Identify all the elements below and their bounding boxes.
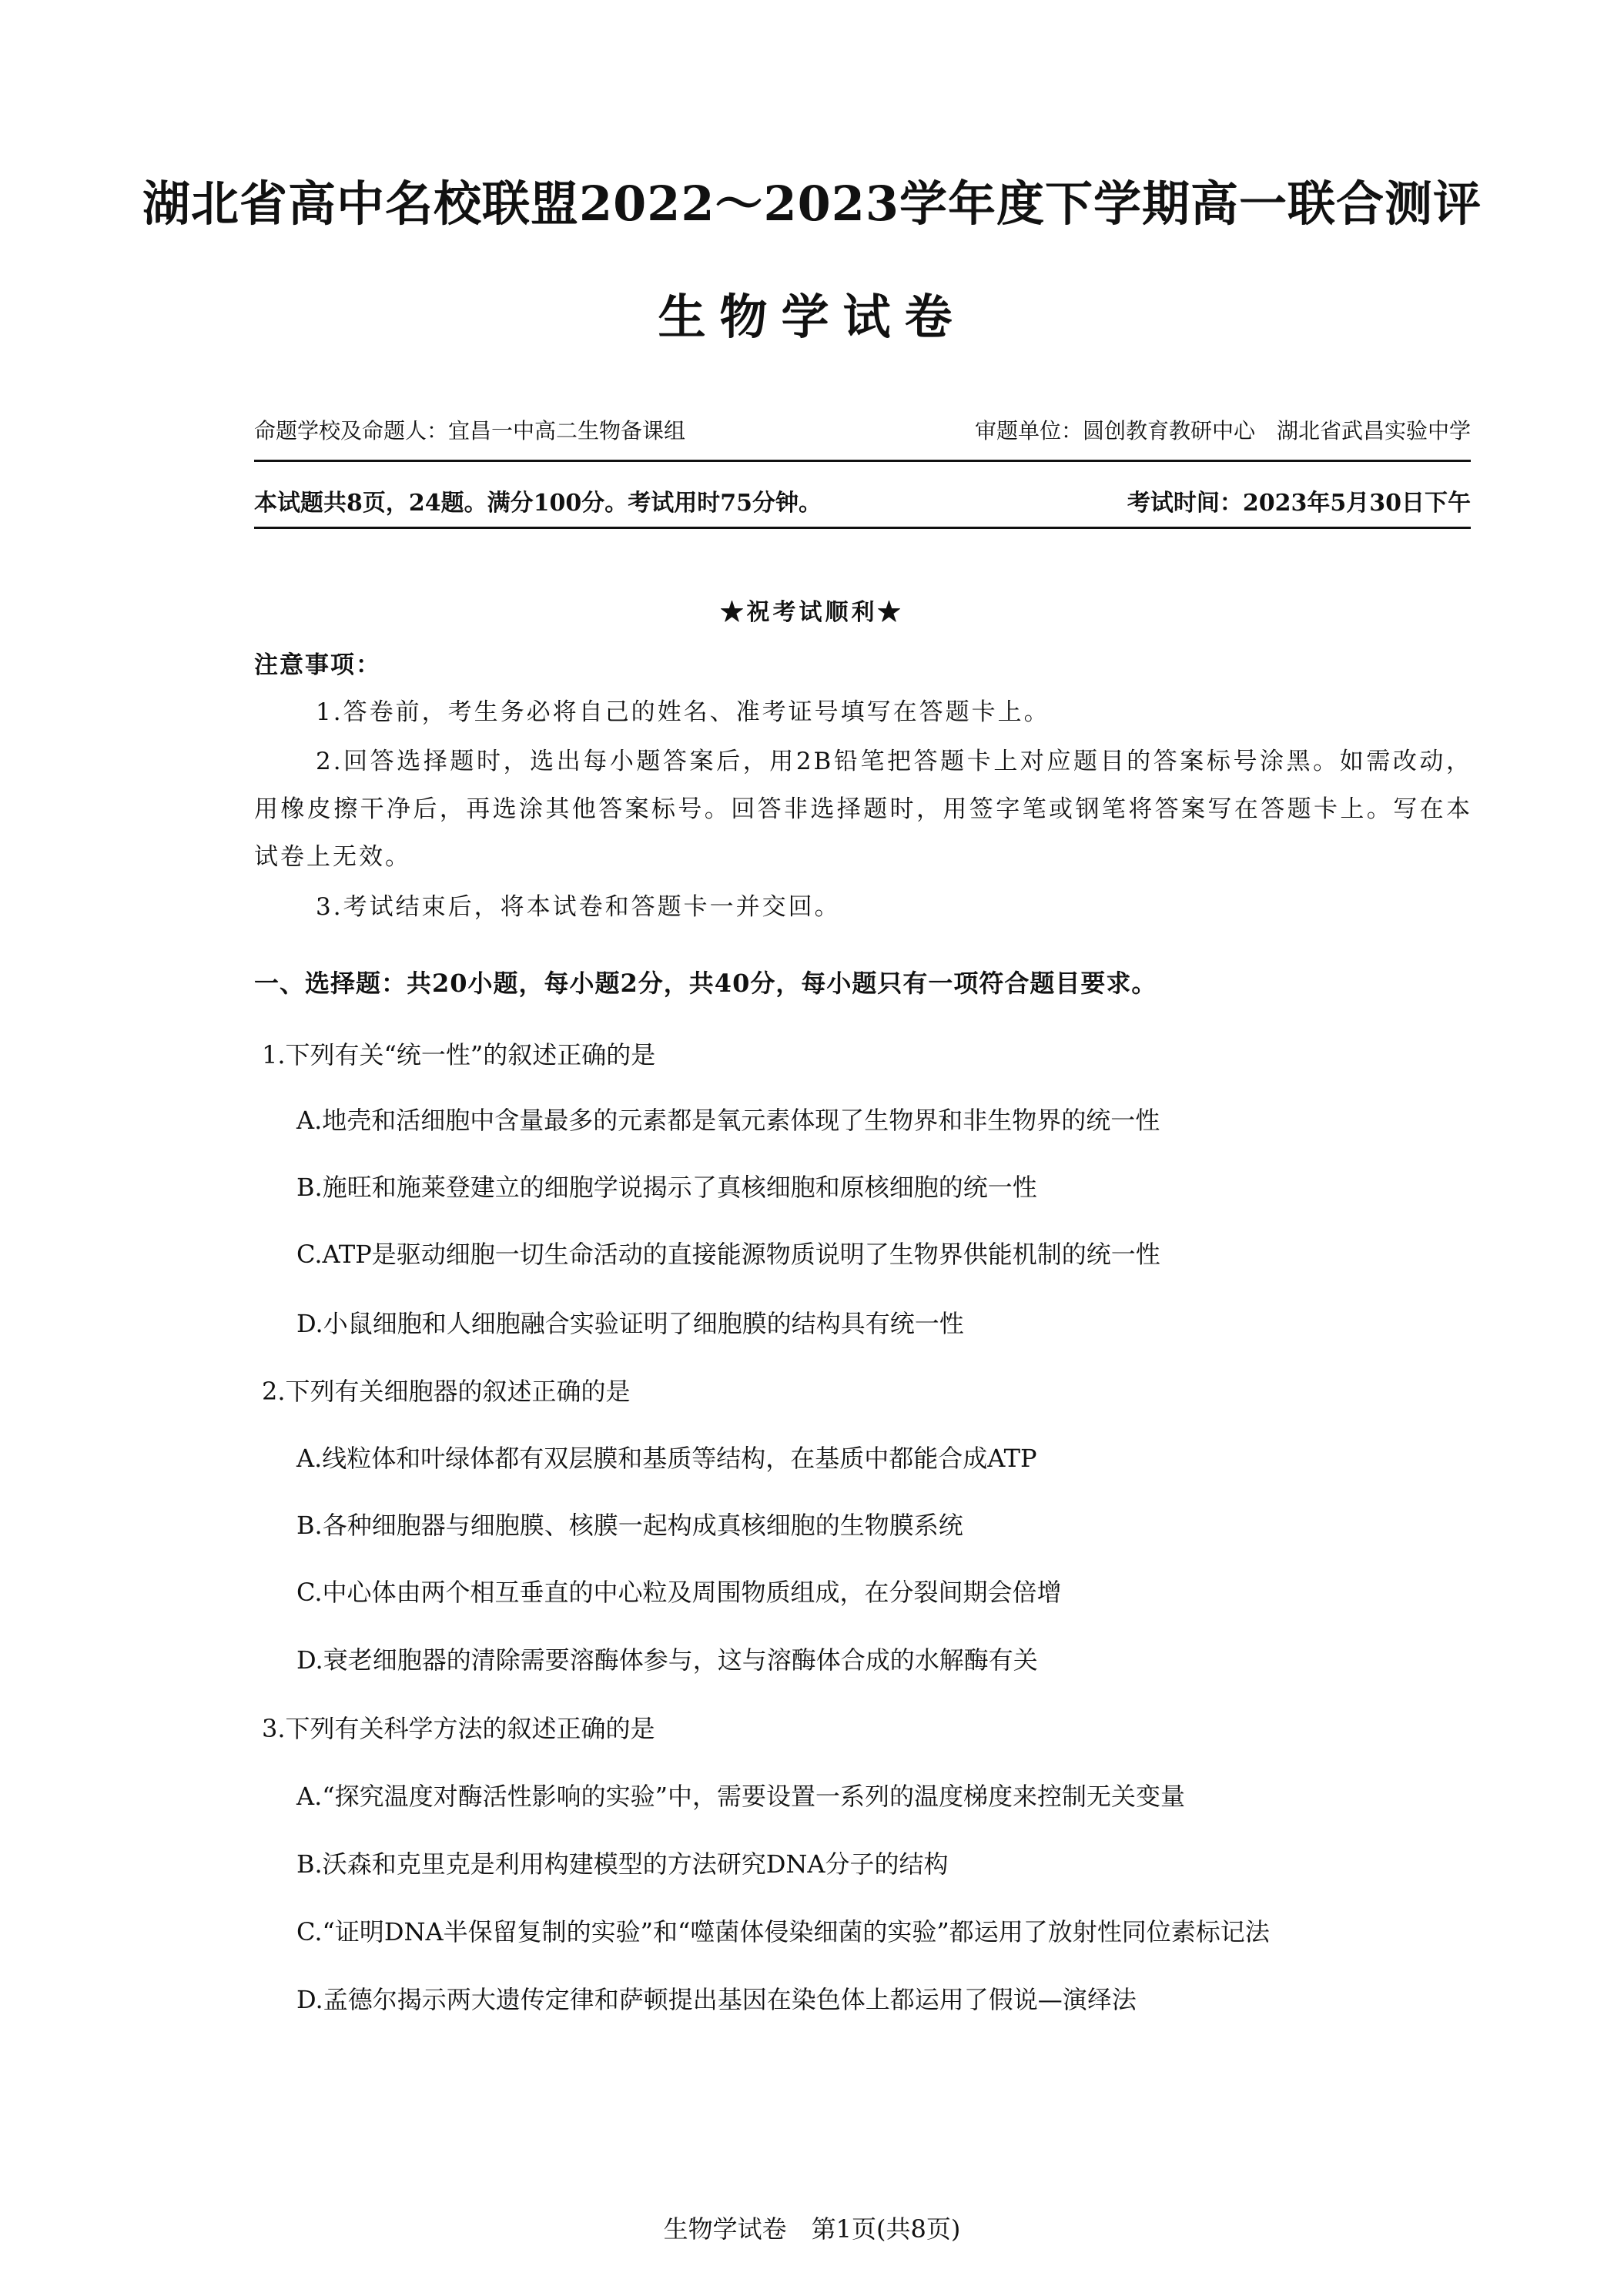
exam-title: 湖北省高中名校联盟2022～2023学年度下学期高一联合测评 xyxy=(142,176,1482,232)
exam-info: 本试题共8页，24题。满分100分。考试用时75分钟。 xyxy=(254,490,822,517)
question-option: B.施旺和施莱登建立的细胞学说揭示了真核细胞和原核细胞的统一性 xyxy=(296,1173,1037,1202)
question-stem: 1.下列有关“统一性”的叙述正确的是 xyxy=(262,1040,656,1069)
question-stem: 2.下列有关细胞器的叙述正确的是 xyxy=(262,1377,631,1406)
question-option: B.各种细胞器与细胞膜、核膜一起构成真核细胞的生物膜系统 xyxy=(296,1511,963,1540)
reviewer-info: 审题单位：圆创教育教研中心 湖北省武昌实验中学 xyxy=(974,418,1471,443)
page-footer: 生物学试卷 第1页(共8页) xyxy=(663,2214,961,2244)
subject-title: 生物学试卷 xyxy=(658,289,966,345)
notice-item: 3.考试结束后，将本试卷和答题卡一并交回。 xyxy=(316,893,841,921)
question-option: D.衰老细胞器的清除需要溶酶体参与，这与溶酶体合成的水解酶有关 xyxy=(296,1645,1038,1675)
question-option: A.地壳和活细胞中含量最多的元素都是氧元素体现了生物界和非生物界的统一性 xyxy=(296,1106,1160,1135)
divider-line xyxy=(254,460,1471,462)
question-option: C.ATP是驱动细胞一切生命活动的直接能源物质说明了生物界供能机制的统一性 xyxy=(296,1240,1160,1269)
question-option: B.沃森和克里克是利用构建模型的方法研究DNA分子的结构 xyxy=(296,1849,949,1879)
question-stem: 3.下列有关科学方法的叙述正确的是 xyxy=(262,1714,655,1743)
question-option: C.中心体由两个相互垂直的中心粒及周围物质组成，在分裂间期会倍增 xyxy=(296,1578,1062,1607)
notice-heading: 注意事项： xyxy=(254,651,381,679)
question-option: A.“探究温度对酶活性影响的实验”中，需要设置一系列的温度梯度来控制无关变量 xyxy=(296,1782,1186,1811)
section-heading: 一、选择题：共20小题，每小题2分，共40分，每小题只有一项符合题目要求。 xyxy=(254,969,1157,998)
question-option: C.“证明DNA半保留复制的实验”和“噬菌体侵染细菌的实验”都运用了放射性同位素标记法 xyxy=(296,1917,1270,1946)
author-info: 命题学校及命题人：宜昌一中高二生物备课组 xyxy=(254,418,686,443)
divider-line xyxy=(254,527,1471,529)
good-luck-banner: ★祝考试顺利★ xyxy=(720,599,904,626)
notice-item: 1.答卷前，考生务必将自己的姓名、准考证号填写在答题卡上。 xyxy=(316,698,1050,726)
exam-time: 考试时间：2023年5月30日下午 xyxy=(1127,490,1471,517)
question-option: D.小鼠细胞和人细胞融合实验证明了细胞膜的结构具有统一性 xyxy=(296,1309,964,1338)
question-option: A.线粒体和叶绿体都有双层膜和基质等结构，在基质中都能合成ATP xyxy=(296,1444,1037,1473)
question-option: D.孟德尔揭示两大遗传定律和萨顿提出基因在染色体上都运用了假说—演绎法 xyxy=(296,1985,1137,2014)
notice-item: 2.回答选择题时，选出每小题答案后，用2B铅笔把答题卡上对应题目的答案标号涂黑。如需改动，用橡皮擦干净后，再选涂其他答案标号。回答非选择题时，用签字笔或钢笔将答案写在答题卡上。写在本试卷上无效。 xyxy=(254,748,1472,871)
